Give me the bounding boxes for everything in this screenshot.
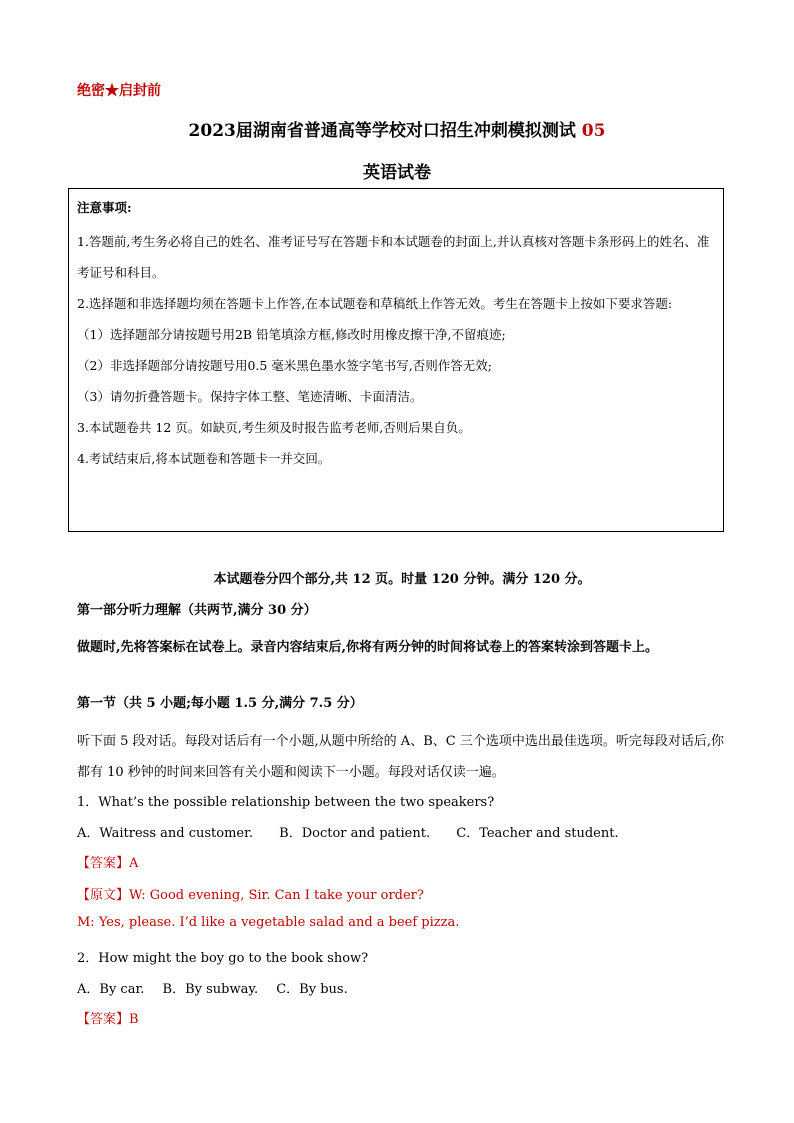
notice-heading: 注意事项: [77,200,132,215]
transcript-line: M: Yes, please. I’d like a vegetable salad and a beef pizza. [77,915,460,930]
transcript-label: 【原文】 [77,888,130,903]
option-b: B．Doctor and patient. [279,826,431,841]
option-a: A．By car. [77,982,145,997]
question-1-options [77,822,641,841]
part1-instruction: 做题时,先将答案标在试卷上。录音内容结束后,你将有两分钟的时间将试卷上的答案转涂到答题卡上。 [77,640,659,655]
notice-item: 4.考试结束后,将本试题卷和答题卡一并交回。 [77,451,331,466]
part1-title: 第一部分听力理解（共两节,满分 30 分） [77,603,317,618]
exam-title-number: 05 [581,121,606,141]
answer-value: B [129,1012,139,1027]
question-2-options [77,978,370,997]
exam-title-main: 2023届湖南省普通高等学校对口招生冲刺模拟测试 [188,121,576,141]
transcript-line: W: Good evening, Sir. Can I take your order? [129,888,424,903]
notice-item: （3）请勿折叠答题卡。保持字体工整、笔迹清晰、卡面清洁。 [77,389,423,404]
option-a: A．Waitress and customer. [77,826,254,841]
option-c: C．By bus. [276,982,348,997]
answer-value: A [129,856,139,871]
question-1-answer [77,852,138,871]
notice-item: （1）选择题部分请按题号用2B 铅笔填涂方框,修改时用橡皮擦干净,不留痕迹; [77,327,506,342]
notice-item: 1.答题前,考生务必将自己的姓名、准考证号写在答题卡和本试题卷的封面上,并认真核对答题卡条形码上的姓名、准考证号和科目。 [77,234,710,280]
question-1: 1．What’s the possible relationship between the two speakers? [77,795,495,810]
answer-label: 【答案】 [77,1012,130,1027]
paper-info: 本试题卷分四个部分,共 12 页。时量 120 分钟。满分 120 分。 [213,572,591,587]
section1-instruction: 听下面 5 段对话。每段对话后有一个小题,从题中所给的 A、B、C 三个选项中选出最佳选项。听完每段对话后,你都有 10 秒钟的时间来回答有关小题和阅读下一小题。每段对话仅读一遍。 [77,734,724,780]
notice-item: 2.选择题和非选择题均须在答题卡上作答,在本试题卷和草稿纸上作答无效。考生在答题卡上按如下要求答题: [77,296,673,311]
notice-item: （2）非选择题部分请按题号用0.5 毫米黑色墨水签字笔书写,否则作答无效; [77,358,492,373]
option-c: C．Teacher and student. [456,826,619,841]
exam-subtitle: 英语试卷 [363,163,431,183]
answer-label: 【答案】 [77,856,130,871]
confidential-label: 绝密★启封前 [77,83,161,99]
notice-box [68,188,724,532]
question-2: 2．How might the boy go to the book show? [77,951,369,966]
question-1-transcript [77,884,424,903]
exam-title [0,116,794,141]
section1-title: 第一节（共 5 小题;每小题 1.5 分,满分 7.5 分） [77,696,363,711]
notice-item: 3.本试题卷共 12 页。如缺页,考生须及时报告监考老师,否则后果自负。 [77,420,471,435]
question-2-answer [77,1008,139,1027]
option-b: B．By subway. [162,982,259,997]
